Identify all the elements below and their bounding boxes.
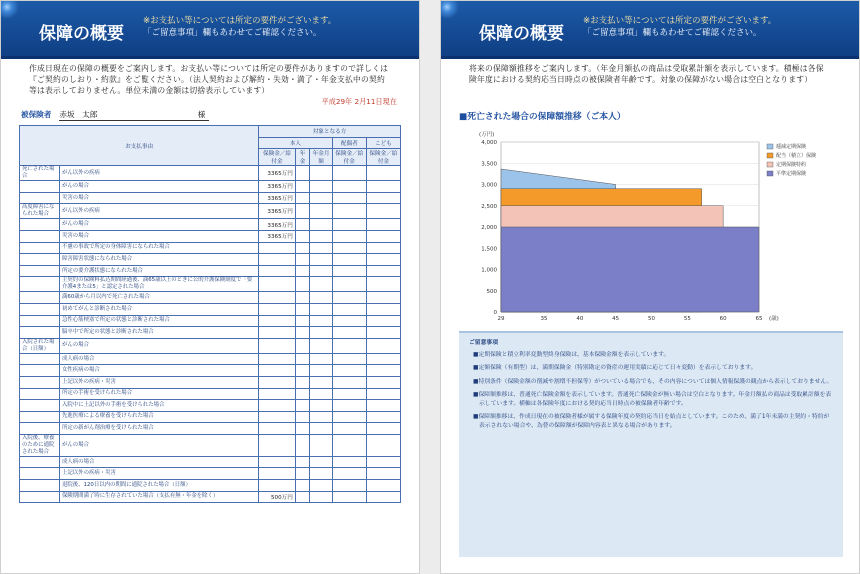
- coverage-chart: [459, 126, 843, 326]
- row-group: [20, 456, 60, 468]
- empty-cell: [310, 423, 332, 435]
- row-group: [20, 423, 60, 435]
- empty-cell: [332, 265, 366, 277]
- table-row: [20, 491, 401, 503]
- empty-cell: [332, 491, 366, 503]
- col-target: 対象となる方: [259, 126, 401, 138]
- coverage-table: [19, 125, 401, 503]
- table-row: [20, 468, 401, 480]
- row-amount: [259, 338, 296, 353]
- col-spouse: 配偶者: [332, 137, 366, 149]
- empty-cell: [310, 338, 332, 353]
- empty-cell: [366, 480, 400, 492]
- row-amount: 3365万円: [259, 204, 296, 219]
- notes-title: ご留意事項: [469, 340, 498, 346]
- empty-cell: [366, 204, 400, 219]
- row-item: がん以外の疾病: [60, 204, 259, 219]
- table-row: [20, 181, 401, 193]
- row-group: [20, 265, 60, 277]
- row-group: [20, 254, 60, 266]
- y-tick-label: 1,000: [481, 267, 497, 274]
- row-amount: 3365万円: [259, 192, 296, 204]
- coverage-summary-panel: [0, 0, 420, 574]
- sparkle-icon: [441, 1, 467, 19]
- row-amount: 3365万円: [259, 166, 296, 181]
- empty-cell: [332, 388, 366, 400]
- sub-header: 保険金／給付金: [259, 149, 296, 166]
- table-row: [20, 292, 401, 304]
- row-item: 所定の新がん剤治療を受けられた場合: [60, 423, 259, 435]
- empty-cell: [332, 181, 366, 193]
- empty-cell: [295, 277, 310, 292]
- y-tick-label: 4,000: [481, 140, 497, 146]
- empty-cell: [310, 219, 332, 231]
- table-row: [20, 265, 401, 277]
- legend-swatch: [767, 153, 773, 158]
- empty-cell: [295, 388, 310, 400]
- trend-intro-text: 将来の保障額推移をご案内します。（年金月額払の商品は受取累計額を表示しています。積極は各保険年度における契約応当日時点の被保険者年齢です。対象の保障がない場合は空白となります）: [469, 64, 824, 84]
- row-group: [20, 219, 60, 231]
- row-amount: 3365万円: [259, 181, 296, 193]
- row-item: 上記以外の疾病・災害: [60, 376, 259, 388]
- col-child: こども: [366, 137, 400, 149]
- row-item: 不慮の事故で所定の身体障害になられた場合: [60, 242, 259, 254]
- empty-cell: [310, 204, 332, 219]
- row-item: 主契約の保険料払込期間経過後、満65歳以上のときに公的介護保険制度で「要介護4または5」と認定された場合: [60, 277, 259, 292]
- row-item: 脳卒中で所定の状態と診断された場合: [60, 327, 259, 339]
- header-note: [143, 15, 336, 39]
- header-note-line1: ※お支払い等については所定の要件がございます。: [143, 16, 337, 26]
- row-group: [20, 365, 60, 377]
- page-title: 保障の概要: [39, 24, 124, 44]
- x-tick-label: 50: [648, 316, 655, 322]
- empty-cell: [332, 376, 366, 388]
- empty-cell: [332, 338, 366, 353]
- empty-cell: [295, 181, 310, 193]
- table-row: [20, 315, 401, 327]
- empty-cell: [366, 411, 400, 423]
- empty-cell: [332, 400, 366, 412]
- header-note: [583, 15, 776, 39]
- panel-header: [1, 1, 419, 59]
- empty-cell: [332, 353, 366, 365]
- empty-cell: [366, 181, 400, 193]
- row-group: [20, 388, 60, 400]
- empty-cell: [295, 480, 310, 492]
- legend-label: 配当（積立）保険: [776, 153, 817, 159]
- empty-cell: [366, 456, 400, 468]
- header-note-line2: 「ご留意事項」欄もあわせてご確認ください。: [143, 28, 322, 38]
- row-item: 満60歳から月以内で死亡された場合: [60, 292, 259, 304]
- note-item: ■定額保険（有期型）は、満期保険金（特別勘定の資産の運用実績に応じて日々変動）を表示しております。: [473, 365, 757, 372]
- empty-cell: [366, 303, 400, 315]
- empty-cell: [366, 254, 400, 266]
- row-group: [20, 480, 60, 492]
- row-item: 初めてがんと診断された場合: [60, 303, 259, 315]
- row-group: [20, 353, 60, 365]
- table-row: [20, 411, 401, 423]
- empty-cell: [366, 292, 400, 304]
- y-tick-label: 3,000: [481, 182, 497, 189]
- empty-cell: [310, 353, 332, 365]
- row-item: がんの場合: [60, 219, 259, 231]
- table-row: [20, 338, 401, 353]
- empty-cell: [310, 254, 332, 266]
- empty-cell: [332, 254, 366, 266]
- table-row: [20, 480, 401, 492]
- note-item: ■保障額推移は、作成日現在の被保険者様が属する保険年度の契約応当日を始点としています。このため、満了1年未満の主契約・特約が表示されない場合や、為替の保障額が保障内容表と異なる場合があります。: [473, 414, 830, 430]
- empty-cell: [366, 338, 400, 353]
- row-group: [20, 327, 60, 339]
- empty-cell: [366, 491, 400, 503]
- empty-cell: [310, 491, 332, 503]
- empty-cell: [332, 166, 366, 181]
- empty-cell: [332, 219, 366, 231]
- table-row: [20, 204, 401, 219]
- row-amount: [259, 327, 296, 339]
- empty-cell: [310, 303, 332, 315]
- empty-cell: [310, 388, 332, 400]
- empty-cell: [295, 423, 310, 435]
- empty-cell: [295, 254, 310, 266]
- row-amount: [259, 277, 296, 292]
- table-row: [20, 219, 401, 231]
- table-row: [20, 277, 401, 292]
- insured-label: 被保険者: [21, 110, 52, 119]
- empty-cell: [295, 491, 310, 503]
- row-amount: [259, 411, 296, 423]
- empty-cell: [332, 468, 366, 480]
- row-group: [20, 292, 60, 304]
- empty-cell: [310, 315, 332, 327]
- empty-cell: [295, 327, 310, 339]
- row-item: 災害の場合: [60, 192, 259, 204]
- empty-cell: [366, 468, 400, 480]
- row-item: がんの場合: [60, 434, 259, 456]
- chart-heading: ■死亡された場合の保障額推移（ご本人）: [459, 112, 626, 122]
- empty-cell: [366, 315, 400, 327]
- note-item: ■特別条件（保険金額の削減や割増不担保等）がついている場合でも、その内容については個人情報保護の観点から表示しておりません。: [473, 378, 833, 385]
- row-item: 上記以外の疾病・災害: [60, 468, 259, 480]
- empty-cell: [310, 434, 332, 456]
- y-tick-label: 3,500: [481, 161, 497, 168]
- empty-cell: [366, 242, 400, 254]
- as-of-date: 平成29年 2月11日現在: [321, 97, 397, 106]
- note-item: ■保障額推移は、普通死亡保険金額を表示しています。普通死亡保険金が無い場合は空白となります。年金月額払の商品は受取累計額を表示しています。横軸は各保険年度における契約応当日時点の被保険者年齢です。: [473, 391, 832, 408]
- row-group: [20, 315, 60, 327]
- x-axis-unit: (歳): [769, 316, 779, 322]
- row-amount: [259, 434, 296, 456]
- row-group: 入院された場合（日額）: [20, 338, 60, 353]
- empty-cell: [332, 315, 366, 327]
- y-tick-label: 1,500: [481, 246, 497, 253]
- empty-cell: [295, 338, 310, 353]
- empty-cell: [310, 192, 332, 204]
- note-item: ■定期保険と積立利率変動型終身保険は、基本保険金額を表示しています。: [473, 352, 670, 359]
- header-note-line2: 「ご留意事項」欄もあわせてご確認ください。: [583, 28, 762, 38]
- empty-cell: [295, 376, 310, 388]
- empty-cell: [295, 192, 310, 204]
- coverage-table-body: [20, 166, 401, 503]
- row-item: 所定の要介護状態になられた場合: [60, 265, 259, 277]
- empty-cell: [366, 166, 400, 181]
- empty-cell: [366, 423, 400, 435]
- x-tick-label: 40: [576, 316, 584, 322]
- row-amount: [259, 423, 296, 435]
- legend-label: 定期保険特約: [776, 162, 807, 168]
- empty-cell: [366, 400, 400, 412]
- row-item: 先進医療による療養を受けられた場合: [60, 411, 259, 423]
- row-item: がんの場合: [60, 338, 259, 353]
- row-group: [20, 277, 60, 292]
- sub-header: 保険金／給付金: [332, 149, 366, 166]
- row-group: [20, 400, 60, 412]
- row-amount: 3365万円: [259, 219, 296, 231]
- row-item: 障害障害状態になられた場合: [60, 254, 259, 266]
- empty-cell: [310, 456, 332, 468]
- empty-cell: [295, 411, 310, 423]
- row-group: [20, 181, 60, 193]
- empty-cell: [310, 400, 332, 412]
- row-amount: [259, 265, 296, 277]
- empty-cell: [310, 265, 332, 277]
- empty-cell: [332, 303, 366, 315]
- row-group: [20, 230, 60, 242]
- empty-cell: [332, 192, 366, 204]
- empty-cell: [366, 192, 400, 204]
- table-row: [20, 230, 401, 242]
- x-tick-label: 65: [755, 316, 763, 322]
- insured-suffix: 様: [197, 110, 206, 119]
- empty-cell: [366, 376, 400, 388]
- row-amount: [259, 303, 296, 315]
- row-group: [20, 491, 60, 503]
- empty-cell: [332, 456, 366, 468]
- y-tick-label: 2,500: [481, 203, 497, 210]
- row-group: [20, 376, 60, 388]
- row-group: [20, 411, 60, 423]
- table-row: [20, 166, 401, 181]
- sparkle-icon: [1, 1, 27, 19]
- empty-cell: [295, 166, 310, 181]
- table-row: [20, 423, 401, 435]
- y-axis-unit: (万円): [479, 132, 495, 138]
- legend-swatch: [767, 162, 773, 167]
- empty-cell: [332, 365, 366, 377]
- empty-cell: [366, 230, 400, 242]
- row-item: 退院後、120日以内の期間に通院された場合（日額）: [60, 480, 259, 492]
- x-tick-label: 45: [612, 316, 620, 322]
- intro-text: 作成日現在の保障の概要をご案内します。お支払い等については所定の要件がありますので詳しくは『ご契約のしおり・約款』をご覧ください。（法人契約および解約・失効・満了・年金支払中の契約等は表示しておりません。単位未満の金額は切捨表示しています）: [29, 64, 389, 95]
- empty-cell: [332, 480, 366, 492]
- table-row: [20, 242, 401, 254]
- notes-box: [459, 331, 843, 557]
- row-amount: [259, 480, 296, 492]
- empty-cell: [332, 423, 366, 435]
- empty-cell: [310, 181, 332, 193]
- table-row: [20, 376, 401, 388]
- empty-cell: [332, 292, 366, 304]
- empty-cell: [295, 204, 310, 219]
- empty-cell: [310, 166, 332, 181]
- table-row: [20, 303, 401, 315]
- sub-header: 保険金／給付金: [366, 149, 400, 166]
- empty-cell: [332, 204, 366, 219]
- sub-header: 年金月額: [310, 149, 332, 166]
- table-row: [20, 192, 401, 204]
- panel-header: [441, 1, 859, 59]
- x-tick-label: 60: [719, 316, 727, 322]
- row-item: 所定の手術を受けられた場合: [60, 388, 259, 400]
- empty-cell: [310, 292, 332, 304]
- table-row: [20, 353, 401, 365]
- row-amount: [259, 456, 296, 468]
- notes-list: [469, 351, 833, 431]
- empty-cell: [332, 434, 366, 456]
- row-amount: [259, 388, 296, 400]
- insured-name: 赤坂 太郎: [59, 110, 98, 119]
- empty-cell: [332, 230, 366, 242]
- empty-cell: [310, 327, 332, 339]
- row-group: [20, 242, 60, 254]
- row-item: 入院中に上記以外の手術を受けられた場合: [60, 400, 259, 412]
- x-tick-label: 55: [683, 316, 691, 322]
- empty-cell: [366, 388, 400, 400]
- row-amount: [259, 254, 296, 266]
- y-tick-label: 2,000: [481, 225, 497, 231]
- series-area: [501, 227, 759, 312]
- empty-cell: [295, 365, 310, 377]
- row-group: [20, 468, 60, 480]
- empty-cell: [310, 277, 332, 292]
- row-item: 成人病の場合: [60, 353, 259, 365]
- y-tick-label: 0: [493, 310, 497, 316]
- empty-cell: [366, 265, 400, 277]
- x-tick-label: 35: [540, 316, 548, 322]
- empty-cell: [295, 292, 310, 304]
- row-item: 災害の場合: [60, 230, 259, 242]
- table-row: [20, 327, 401, 339]
- empty-cell: [310, 411, 332, 423]
- row-amount: [259, 353, 296, 365]
- row-amount: [259, 242, 296, 254]
- table-row: [20, 388, 401, 400]
- empty-cell: [310, 230, 332, 242]
- row-amount: [259, 468, 296, 480]
- row-amount: [259, 292, 296, 304]
- empty-cell: [295, 303, 310, 315]
- row-item: 保険期間満了時に生存されていた場合（支払有無・年金を除く）: [60, 491, 259, 503]
- empty-cell: [310, 376, 332, 388]
- empty-cell: [310, 365, 332, 377]
- empty-cell: [310, 468, 332, 480]
- empty-cell: [366, 277, 400, 292]
- empty-cell: [332, 242, 366, 254]
- empty-cell: [295, 456, 310, 468]
- empty-cell: [366, 434, 400, 456]
- row-group: [20, 192, 60, 204]
- empty-cell: [295, 219, 310, 231]
- empty-cell: [295, 434, 310, 456]
- page-title: 保障の概要: [479, 24, 564, 44]
- empty-cell: [366, 365, 400, 377]
- empty-cell: [295, 400, 310, 412]
- insured-person: [1, 107, 419, 121]
- coverage-trend-panel: [440, 0, 860, 574]
- empty-cell: [366, 219, 400, 231]
- empty-cell: [295, 242, 310, 254]
- legend-label: 逓減定期保険: [776, 144, 807, 150]
- col-event: お支払事由: [20, 126, 259, 166]
- empty-cell: [295, 315, 310, 327]
- row-group: [20, 303, 60, 315]
- table-row: [20, 400, 401, 412]
- x-tick-label: 29: [497, 316, 505, 322]
- sub-header: 年金: [295, 149, 310, 166]
- row-group: 入院後、療養のために通院された場合: [20, 434, 60, 456]
- legend-swatch: [767, 171, 773, 176]
- col-self: 本人: [259, 137, 333, 149]
- empty-cell: [332, 327, 366, 339]
- table-row: [20, 456, 401, 468]
- row-amount: [259, 400, 296, 412]
- row-amount: 500万円: [259, 491, 296, 503]
- row-amount: [259, 376, 296, 388]
- legend-label: 平準定期保険: [776, 171, 807, 177]
- empty-cell: [310, 242, 332, 254]
- empty-cell: [295, 230, 310, 242]
- row-item: 急性心筋梗塞で所定の状態と診断された場合: [60, 315, 259, 327]
- table-row: [20, 434, 401, 456]
- empty-cell: [332, 277, 366, 292]
- row-item: 女性疾病の場合: [60, 365, 259, 377]
- row-amount: [259, 365, 296, 377]
- empty-cell: [295, 353, 310, 365]
- row-item: がん以外の疾病: [60, 166, 259, 181]
- table-row: [20, 254, 401, 266]
- empty-cell: [366, 327, 400, 339]
- legend-swatch: [767, 144, 773, 149]
- empty-cell: [310, 480, 332, 492]
- row-group: 高度障害になられた場合: [20, 204, 60, 219]
- row-amount: 3365万円: [259, 230, 296, 242]
- row-group: 死亡された場合: [20, 166, 60, 181]
- header-note-line1: ※お支払い等については所定の要件がございます。: [583, 16, 777, 26]
- chart-area: [459, 126, 843, 326]
- row-item: がんの場合: [60, 181, 259, 193]
- table-row: [20, 365, 401, 377]
- empty-cell: [295, 468, 310, 480]
- row-item: 成人病の場合: [60, 456, 259, 468]
- empty-cell: [295, 265, 310, 277]
- row-amount: [259, 315, 296, 327]
- empty-cell: [332, 411, 366, 423]
- y-tick-label: 500: [486, 288, 497, 295]
- empty-cell: [366, 353, 400, 365]
